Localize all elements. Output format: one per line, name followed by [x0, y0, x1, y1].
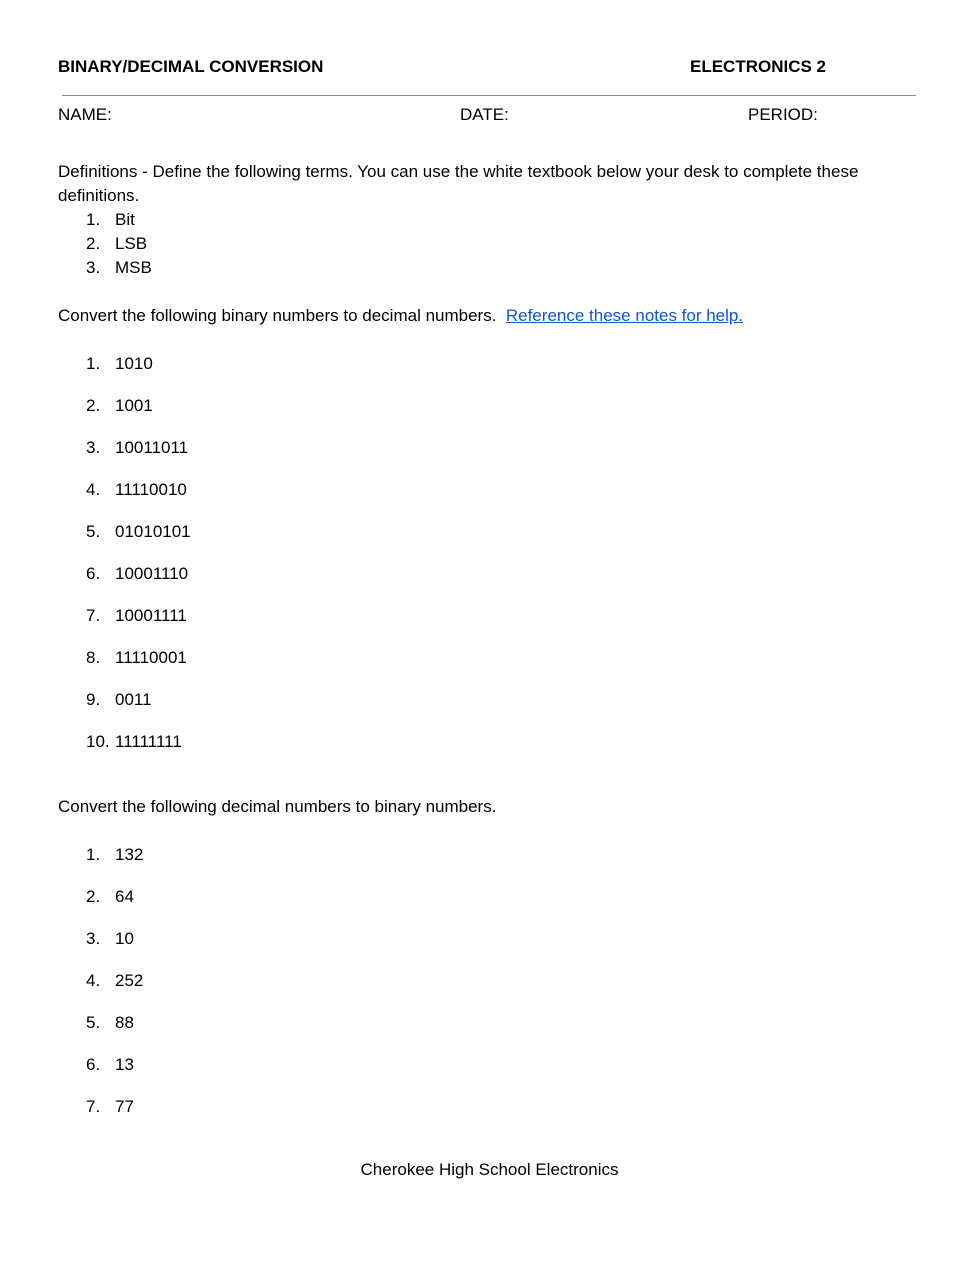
- list-item: [0, 604, 979, 628]
- list-item: [0, 927, 979, 951]
- binary-value: 1001: [115, 396, 153, 415]
- decimal-value: 77: [115, 1097, 134, 1116]
- decimal-value: 88: [115, 1013, 134, 1032]
- list-number: 6.: [86, 1055, 101, 1074]
- definition-term: MSB: [115, 258, 152, 277]
- list-item: [0, 646, 979, 670]
- date-label: DATE:: [460, 105, 509, 124]
- binary-value: 1010: [115, 354, 153, 373]
- list-item: [0, 1011, 979, 1035]
- list-number: 1.: [86, 845, 101, 864]
- binary-value: 10001110: [115, 564, 189, 583]
- list-item: [0, 478, 979, 502]
- list-item: [0, 730, 979, 754]
- list-item: [0, 688, 979, 712]
- list-number: 9.: [86, 690, 101, 709]
- decimal-value: 64: [115, 887, 134, 906]
- list-item: [0, 208, 979, 232]
- course-label: ELECTRONICS 2: [690, 57, 827, 76]
- list-item: [0, 256, 979, 280]
- list-number: 7.: [86, 606, 101, 625]
- binary-to-decimal-intro: [58, 304, 743, 328]
- list-item: [0, 885, 979, 909]
- list-item: [0, 436, 979, 460]
- list-item: [0, 843, 979, 867]
- list-item: [0, 394, 979, 418]
- name-label: NAME:: [58, 105, 112, 124]
- decimal-value: 252: [115, 971, 144, 990]
- decimal-to-binary-intro: Convert the following decimal numbers to binary numbers.: [58, 797, 497, 816]
- decimal-value: 13: [115, 1055, 134, 1074]
- period-label: PERIOD:: [748, 105, 818, 124]
- binary-value: 11110001: [115, 648, 187, 667]
- list-number: 4.: [86, 480, 101, 499]
- decimal-value: 132: [115, 845, 144, 864]
- list-number: 1.: [86, 354, 101, 373]
- list-item: [0, 1053, 979, 1077]
- list-number: 3.: [86, 438, 101, 457]
- list-item: [0, 352, 979, 376]
- binary-value: 10001111: [115, 606, 187, 625]
- list-item: [0, 520, 979, 544]
- list-item: [0, 562, 979, 586]
- list-number: 4.: [86, 971, 101, 990]
- header-divider: [62, 95, 916, 96]
- list-item: [0, 969, 979, 993]
- list-item: [0, 232, 979, 256]
- decimal-value: 10: [115, 929, 134, 948]
- footer-text: Cherokee High School Electronics: [360, 1160, 619, 1179]
- binary-value: 01010101: [115, 522, 191, 541]
- list-number: 5.: [86, 1013, 101, 1032]
- binary-value: 0011: [115, 690, 152, 709]
- definition-term: Bit: [115, 210, 135, 229]
- list-number: 3.: [86, 929, 101, 948]
- list-item: [0, 1095, 979, 1119]
- definitions-intro-cont: definitions.: [58, 186, 140, 205]
- list-number: 2.: [86, 887, 101, 906]
- list-number: 6.: [86, 564, 101, 583]
- list-number: 2.: [86, 396, 101, 415]
- list-number: 10.: [86, 732, 110, 751]
- list-number: 5.: [86, 522, 101, 541]
- list-number: 7.: [86, 1097, 101, 1116]
- definitions-intro: Definitions - Define the following terms. You can use the white textbook below your desk to complete these: [58, 162, 859, 181]
- binary-to-decimal-instruction: Convert the following binary numbers to decimal numbers.: [58, 306, 497, 325]
- binary-value: 11111111: [115, 732, 182, 751]
- binary-value: 10011011: [115, 438, 189, 457]
- worksheet-title: BINARY/DECIMAL CONVERSION: [58, 57, 324, 76]
- list-number: 2.: [86, 234, 101, 253]
- list-number: 8.: [86, 648, 101, 667]
- binary-value: 11110010: [115, 480, 187, 499]
- reference-notes-link[interactable]: Reference these notes for help.: [505, 306, 744, 325]
- list-number: 3.: [86, 258, 101, 277]
- list-number: 1.: [86, 210, 101, 229]
- definition-term: LSB: [115, 234, 148, 253]
